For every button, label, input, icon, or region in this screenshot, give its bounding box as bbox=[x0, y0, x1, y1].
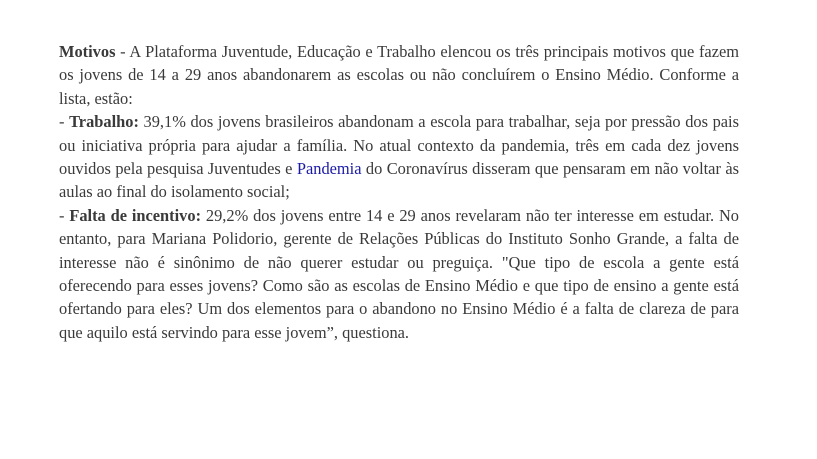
list-item-text: 39,1% dos jovens brasileiros abandonam a escola para trabalhar, seja por pressão dos pais ou iniciativa própria para ajudar a família. No atual contexto da pandemia, três em cada dez jovens ouvidos pela pesquisa Juventudes e bbox=[59, 112, 739, 179]
list-item-text: 29,2% dos jovens entre 14 e 29 anos revelaram não ter interesse em estudar. No entanto, para Mariana Polidorio, gerente de Relações Públicas do Instituto Sonho Grande, a falta de interesse não é sinônimo de não querer estudar ou preguiça. "Que tipo de escola a gente está oferecendo para esses jovens? Como são as escolas de Ensino Médio e que tipo de ensino a gente está ofertando para eles? Um dos elementos para o abandono no Ensino Médio é a falta de clareza de para que aquilo está servindo para esse jovem”, questiona. bbox=[59, 205, 739, 342]
list-item-dash: - bbox=[59, 112, 70, 132]
article-body bbox=[59, 40, 739, 344]
intro-label: Motivos bbox=[59, 42, 116, 61]
intro-paragraph bbox=[59, 40, 739, 110]
list-item-text-continued: do Coronavírus disseram que pensaram em não voltar às aulas ao final do isolamento social; bbox=[59, 159, 739, 202]
list-item-falta-de-incentivo bbox=[59, 204, 739, 344]
list-item-label: Falta de incentivo: bbox=[69, 205, 202, 225]
pandemia-link[interactable]: Pandemia bbox=[296, 159, 362, 179]
intro-text: - A Plataforma Juventude, Educação e Trabalho elencou os três principais motivos que fazem os jovens de 14 a 29 anos abandonarem as escolas ou não concluírem o Ensino Médio. Conforme a lista, estão: bbox=[59, 42, 739, 108]
list-item-label: Trabalho: bbox=[69, 112, 139, 132]
list-item-trabalho bbox=[59, 110, 739, 204]
list-item-dash: - bbox=[59, 205, 70, 225]
